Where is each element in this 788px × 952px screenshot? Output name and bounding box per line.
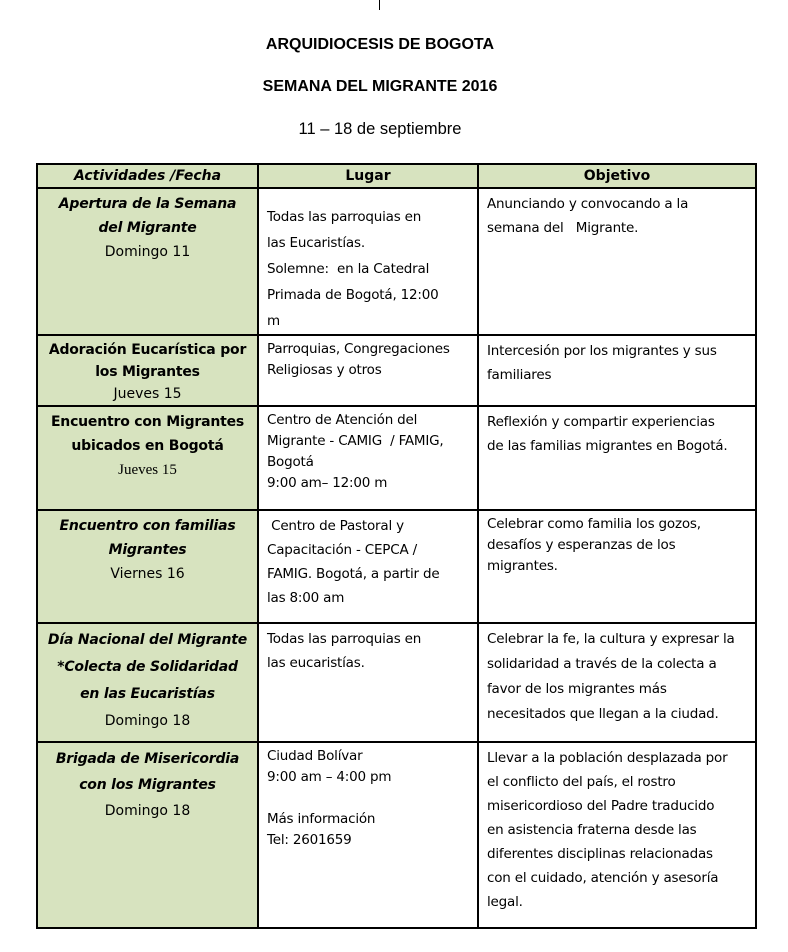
schedule-table: [36, 163, 757, 929]
objective-text: desafíos y esperanzas de los: [487, 537, 676, 553]
activity-date: Domingo 18: [104, 803, 191, 819]
activity-name: Día Nacional del Migrante: [47, 632, 248, 648]
place-text: Migrante - CAMIG / FAMIG,: [267, 433, 444, 449]
objective-text: favor de los migrantes más: [487, 681, 667, 697]
activity-name: los Migrantes: [95, 364, 200, 380]
objective-text: migrantes.: [487, 558, 558, 574]
place-text: Más información: [267, 811, 376, 827]
place-cell: [258, 188, 478, 335]
date-range: 11 – 18 de septiembre: [298, 120, 462, 138]
objective-text: Anunciando y convocando a la: [487, 196, 689, 212]
objective-cell: [478, 188, 756, 335]
place-text: las eucaristías.: [267, 655, 365, 671]
column-header-place: Lugar: [258, 164, 478, 188]
objective-text: semana del Migrante.: [487, 220, 639, 236]
objective-text: con el cuidado, atención y asesoría: [487, 870, 719, 886]
document-subtitle: SEMANA DEL MIGRANTE 2016: [262, 78, 498, 95]
activity-date: Domingo 18: [104, 713, 191, 729]
activity-cell: [37, 742, 258, 928]
place-cell: [258, 623, 478, 742]
objective-text: diferentes disciplinas relacionadas: [487, 846, 713, 862]
place-text: FAMIG. Bogotá, a partir de: [267, 566, 440, 582]
column-header-activities: Actividades /Fecha: [37, 164, 258, 188]
activity-date: Jueves 15: [118, 462, 177, 478]
table-row: [37, 335, 756, 406]
activity-name: Migrantes: [108, 542, 187, 558]
phone-number: Tel: 2601659: [267, 832, 352, 848]
objective-cell: [478, 335, 756, 406]
table-row: [37, 510, 756, 623]
text-cursor: [379, 0, 380, 10]
activity-name: Encuentro con Migrantes: [50, 414, 245, 430]
place-text: Parroquias, Congregaciones: [267, 341, 450, 357]
objective-text: en asistencia fraterna desde las: [487, 822, 697, 838]
place-cell: [258, 742, 478, 928]
objective-text: legal.: [487, 894, 523, 910]
activity-name: Adoración Eucarística por: [48, 342, 247, 358]
place-text: Religiosas y otros: [267, 362, 382, 378]
activity-cell: [37, 406, 258, 510]
activity-name: Apertura de la Semana: [58, 196, 237, 212]
objective-text: Intercesión por los migrantes y sus: [487, 343, 717, 359]
objective-cell: [478, 406, 756, 510]
place-text: Centro de Pastoral y: [267, 518, 404, 534]
objective-text: Celebrar como familia los gozos,: [487, 516, 701, 532]
activity-name: Encuentro con familias: [59, 518, 236, 534]
document-title: ARQUIDIOCESIS DE BOGOTA: [265, 36, 495, 53]
place-text: Todas las parroquias en: [267, 209, 422, 225]
activity-name: *Colecta de Solidaridad: [57, 659, 238, 675]
column-header-objective: Objetivo: [478, 164, 756, 188]
activity-name: ubicados en Bogotá: [71, 438, 224, 454]
activity-name: en las Eucaristías: [80, 686, 215, 702]
activity-name: del Migrante: [98, 220, 197, 236]
objective-cell: [478, 623, 756, 742]
activity-date: Domingo 11: [104, 244, 191, 260]
spacer: [267, 788, 471, 809]
place-text: 9:00 am – 4:00 pm: [267, 769, 392, 785]
activity-cell: [37, 510, 258, 623]
place-text: las 8:00 am: [267, 590, 345, 606]
objective-text: de las familias migrantes en Bogotá.: [487, 438, 728, 454]
place-text: Ciudad Bolívar: [267, 748, 363, 764]
table-row: [37, 742, 756, 928]
place-text: Todas las parroquias en: [267, 631, 422, 647]
table-row: [37, 623, 756, 742]
place-text: Bogotá: [267, 454, 314, 470]
objective-text: Celebrar la fe, la cultura y expresar la: [487, 631, 735, 647]
activity-date: Jueves 15: [113, 386, 182, 402]
activity-name: con los Migrantes: [79, 777, 216, 793]
activity-cell: [37, 335, 258, 406]
place-text: Primada de Bogotá, 12:00: [267, 287, 439, 303]
place-text: Centro de Atención del: [267, 412, 418, 428]
place-text: m: [267, 313, 280, 329]
place-text: las Eucaristías.: [267, 235, 365, 251]
activity-cell: [37, 623, 258, 742]
table-header-row: [37, 164, 756, 188]
place-cell: [258, 510, 478, 623]
objective-cell: [478, 510, 756, 623]
place-cell: [258, 335, 478, 406]
place-text: 9:00 am– 12:00 m: [267, 475, 388, 491]
objective-text: el conflicto del país, el rostro: [487, 774, 676, 790]
objective-text: Reflexión y compartir experiencias: [487, 414, 715, 430]
place-text: Capacitación - CEPCA /: [267, 542, 417, 558]
place-text: Solemne: en la Catedral: [267, 261, 430, 277]
objective-text: solidaridad a través de la colecta a: [487, 656, 717, 672]
objective-text: familiares: [487, 367, 552, 383]
objective-text: necesitados que llegan a la ciudad.: [487, 706, 719, 722]
objective-cell: [478, 742, 756, 928]
activity-date: Viernes 16: [110, 566, 185, 582]
table-row: [37, 188, 756, 335]
objective-text: misericordioso del Padre traducido: [487, 798, 715, 814]
table-row: [37, 406, 756, 510]
activity-cell: [37, 188, 258, 335]
place-cell: [258, 406, 478, 510]
activity-name: Brigada de Misericordia: [55, 751, 240, 767]
objective-text: Llevar a la población desplazada por: [487, 750, 728, 766]
